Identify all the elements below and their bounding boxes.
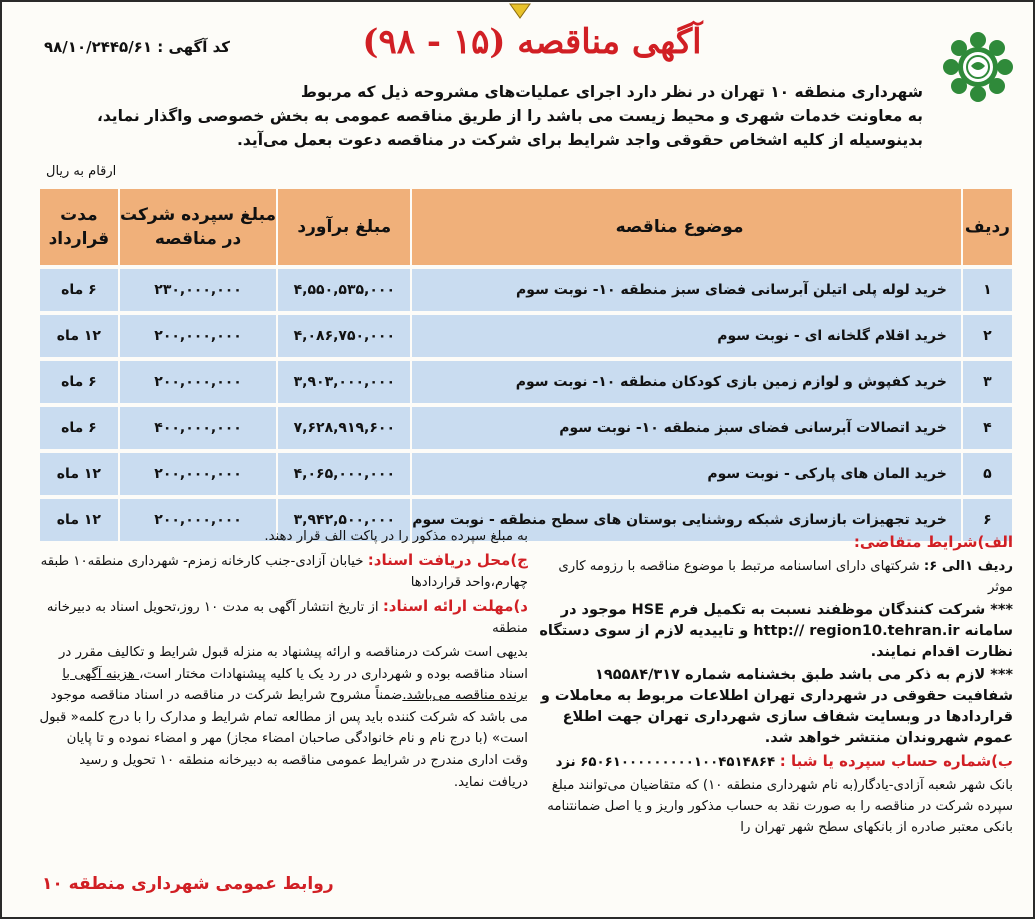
- cell-subject: خرید المان های پارکی - نوبت سوم: [410, 453, 961, 495]
- cell-estimate: ۳,۹۴۲,۵۰۰,۰۰۰: [276, 499, 410, 541]
- intro-text: [96, 80, 923, 152]
- conditions-right-column: [535, 532, 1013, 840]
- cell-subject: خرید تجهیزات بازسازی شبکه روشنایی بوستان های سطح منطقه - نوبت سوم: [410, 499, 961, 541]
- section-a-note: *** لازم به ذکر می باشد طبق بخشنامه شماره ۱۹۵۵۸۴/۳۱۷ شفافیت حقوقی در شهرداری تهران اطلاعات مربوط به معاملات و قراردادها در وبسایت شفاف سازی شهرداری تهران جهت اطلاع عموم شهروندان منتشر خواهد شد.: [540, 667, 1013, 746]
- header-deposit: [118, 189, 277, 265]
- cell-duration: ۱۲ ماه: [38, 315, 118, 357]
- header-deposit-line1: مبلغ سپرده شرکت: [120, 205, 277, 225]
- table-row: [38, 453, 1012, 495]
- section-d-title: د)مهلت ارائه اسناد:: [382, 596, 528, 615]
- general-terms-part1: بدیهی است شرکت درمناقصه و ارائه پیشنهاد به منزله قبول شرایط و تکالیف مقرر در اسناد مناقصه بوده و شهرداری در رد یک یا کلیه پیشنهادات مختار است،: [59, 644, 528, 682]
- tehran-municipality-logo-icon: [941, 30, 1015, 104]
- header-deposit-line2: در مناقصه: [154, 229, 242, 249]
- cell-duration: ۶ ماه: [38, 269, 118, 311]
- section-c: [38, 550, 528, 594]
- general-terms-part2: ضمناً مشروح شرایط شرکت در مناقصه در اسناد مناقصه موجود می باشد که شرکت کننده باید پس از مطالعه تمام شرایط و مدارک را با درج کلمه« قبول است» (با درج نام و نام خانوادگی صاحبان امضاء مجاز) مهر و امضاء نموده و تا پایان وقت اداری مندرج در شرایط عمومی مناقصه به دبیرخانه منطقه ۱۰ تحویل و رسید دریافت نماید.: [39, 688, 528, 790]
- header-duration-line1: مدت: [60, 205, 98, 225]
- cell-estimate: ۴,۵۵۰,۵۳۵,۰۰۰: [276, 269, 410, 311]
- general-terms-ad-fee: هزینه آگهی با برنده مناقصه می‌باشد.: [62, 666, 528, 704]
- section-b-continuation: به مبلغ سپرده مذکور را در پاکت الف قرار دهند.: [264, 529, 528, 544]
- header-duration: [38, 189, 118, 265]
- cell-estimate: ۷,۶۲۸,۹۱۹,۶۰۰: [276, 407, 410, 449]
- currency-note: ارقام به ریال: [46, 164, 117, 179]
- section-c-text: خیابان آزادی-جنب کارخانه زمزم- شهرداری منطقه۱۰ طبقه چهارم،واحد قراردادها: [40, 553, 528, 591]
- notice-title: آگهی مناقصه (۱۵ - ۹۸): [362, 22, 702, 62]
- cell-duration: ۱۲ ماه: [38, 499, 118, 541]
- section-b-heading: [535, 751, 1013, 773]
- cell-estimate: ۴,۰۶۵,۰۰۰,۰۰۰: [276, 453, 410, 495]
- header-row-number: ردیف: [961, 189, 1012, 265]
- intro-line-2: به معاونت خدمات شهری و محیط زیست می باشد را از طریق مناقصه عمومی به بخش خصوصی واگذار نماید،: [96, 107, 923, 125]
- cell-row-number: ۲: [961, 315, 1012, 357]
- cell-deposit: ۴۰۰,۰۰۰,۰۰۰: [118, 407, 277, 449]
- section-b-title: ب)شماره حساب سپرده یا شبا :: [779, 752, 1013, 770]
- table-row: [38, 269, 1012, 311]
- cell-row-number: ۳: [961, 361, 1012, 403]
- cell-deposit: ۲۰۰,۰۰۰,۰۰۰: [118, 499, 277, 541]
- section-d-text: از تاریخ انتشار آگهی به مدت ۱۰ روز،تحویل اسناد به دبیرخانه منطقه: [46, 599, 528, 637]
- intro-line-3: بدینوسیله از کلیه اشخاص حقوقی واجد شرایط برای شرکت در مناقصه دعوت بعمل می‌آید.: [237, 131, 923, 149]
- header-estimate: مبلغ برآورد: [276, 189, 410, 265]
- section-d: [38, 596, 528, 640]
- header-duration-line2: قرارداد: [48, 229, 110, 249]
- table-row: [38, 315, 1012, 357]
- table-header-row: [38, 189, 1012, 265]
- header-subject: موضوع مناقصه: [410, 189, 961, 265]
- account-number: ۶۵۰۶۱۰۰۰۰۰۰۰۰۰۱۰۰۴۵۱۴۸۶۴ نزد: [555, 755, 780, 770]
- table-row: [38, 407, 1012, 449]
- cell-deposit: ۲۰۰,۰۰۰,۰۰۰: [118, 315, 277, 357]
- section-a-hse: *** شرکت کنندگان موظفند نسبت به تکمیل فرم HSE موجود در سامانه http:// region10.tehran.ir و تاییدیه لازم از سوی دستگاه نظارت اقدام نمایند.: [539, 602, 1013, 660]
- section-b-text: بانک شهر شعبه آزادی-یادگار(به نام شهرداری منطقه ۱۰) که متقاضیان می‌توانند مبلغ سپرده شرکت در مناقصه را به صورت نقد به حساب مذکور واریز و یا اصل ضمانتنامه بانکی معتبر صادره از بانکهای سطح شهر تهران را: [547, 778, 1013, 835]
- cell-row-number: ۱: [961, 269, 1012, 311]
- intro-line-1: شهرداری منطقه ۱۰ تهران در نظر دارد اجرای عملیات‌های مشروحه ذیل که مربوط: [300, 83, 923, 101]
- cell-row-number: ۴: [961, 407, 1012, 449]
- table-row: [38, 361, 1012, 403]
- section-a-item-text: شرکتهای دارای اساسنامه مرتبط با موضوع مناقصه با رزومه کاری موثر: [558, 559, 1013, 595]
- section-a-item: [535, 556, 1013, 598]
- cell-duration: ۶ ماه: [38, 407, 118, 449]
- cell-row-number: ۵: [961, 453, 1012, 495]
- cell-subject: خرید لوله پلی اتیلن آبرسانی فضای سبز منطقه ۱۰- نوبت سوم: [410, 269, 961, 311]
- ad-code: کد آگهی : ۹۸/۱۰/۲۴۴۵/۶۱: [44, 38, 230, 56]
- cell-estimate: ۴,۰۸۶,۷۵۰,۰۰۰: [276, 315, 410, 357]
- general-terms: [38, 642, 528, 793]
- public-relations-signature: روابط عمومی شهرداری منطقه ۱۰: [42, 874, 334, 894]
- conditions-left-column: [38, 526, 528, 795]
- section-a-title: الف)شرایط متقاضی:: [853, 533, 1013, 551]
- top-marker-icon: [508, 2, 532, 20]
- section-a-item-label: ردیف ۱الی ۶:: [923, 559, 1013, 574]
- cell-subject: خرید کفپوش و لوازم زمین بازی کودکان منطقه ۱۰- نوبت سوم: [410, 361, 961, 403]
- cell-deposit: ۲۰۰,۰۰۰,۰۰۰: [118, 453, 277, 495]
- cell-duration: ۱۲ ماه: [38, 453, 118, 495]
- cell-deposit: ۲۰۰,۰۰۰,۰۰۰: [118, 361, 277, 403]
- cell-duration: ۶ ماه: [38, 361, 118, 403]
- section-c-title: ج)محل دریافت اسناد:: [367, 550, 528, 569]
- cell-deposit: ۲۳۰,۰۰۰,۰۰۰: [118, 269, 277, 311]
- cell-row-number: ۶: [961, 499, 1012, 541]
- tender-table: [38, 185, 1012, 545]
- cell-subject: خرید اقلام گلخانه ای - نوبت سوم: [410, 315, 961, 357]
- cell-estimate: ۳,۹۰۳,۰۰۰,۰۰۰: [276, 361, 410, 403]
- cell-subject: خرید اتصالات آبرسانی فضای سبز منطقه ۱۰- نوبت سوم: [410, 407, 961, 449]
